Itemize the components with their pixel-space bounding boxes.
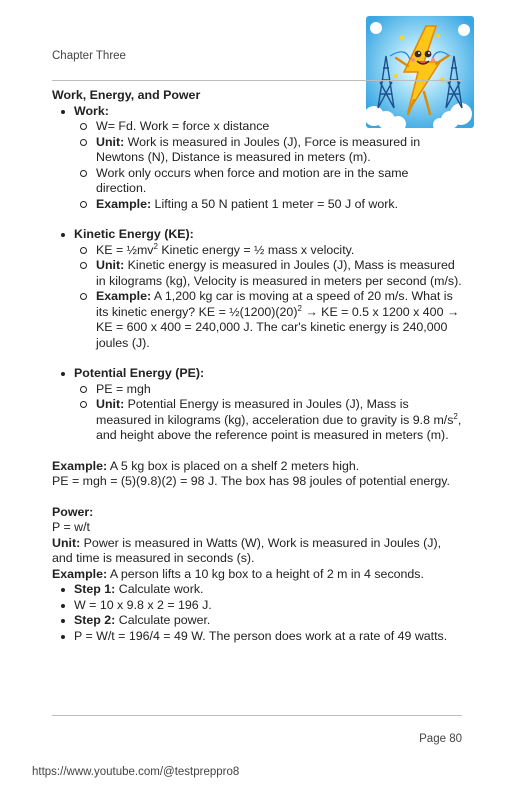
power-block	[52, 505, 462, 583]
ke-unit: Unit: Kinetic energy is measured in Joules (J), Mass is measured in kilograms (kg), Velocity is measured in meters per second (m/s).	[74, 258, 462, 289]
ke-item	[52, 227, 462, 351]
pe-item	[52, 366, 462, 444]
ke-formula: KE = $\frac{1}{2}mv^2$ Kinetic energy = ½ mass x velocity.	[74, 243, 462, 259]
power-steps	[52, 582, 462, 644]
work-formula: W= Fd. Work = force x distance	[74, 119, 462, 135]
ke-heading: Kinetic Energy (KE):	[74, 227, 194, 241]
pe-example: Example: A 5 kg box is placed on a shelf 2 meters high. PE = mgh = (5)(9.8)(2) = 98 J. The box has 98 joules of potential energy.	[52, 458, 450, 488]
footer-divider	[52, 715, 462, 716]
work-example: Example: Lifting a 50 N patient 1 meter = 50 J of work.	[74, 197, 462, 213]
work-list	[52, 104, 462, 213]
header-divider	[52, 80, 462, 81]
page-body	[52, 88, 462, 644]
pe-formula: PE = mgh	[74, 382, 462, 398]
power-example: Example: A person lifts a 10 kg box to a height of 2 m in 4 seconds.	[52, 566, 424, 581]
work-item	[52, 104, 462, 213]
page-number: Page 80	[419, 733, 462, 745]
step-2: Step 2: Calculate power.	[52, 613, 462, 629]
work-unit: Unit: Work is measured in Joules (J), Force is measured in Newtons (N), Distance is measured in meters (m).	[74, 135, 462, 166]
pe-heading: Potential Energy (PE):	[74, 366, 205, 380]
work-heading: Work:	[74, 103, 109, 118]
power-heading: Power:	[52, 504, 94, 519]
power-unit: Unit: Power is measured in Watts (W), Work is measured in Joules (J), and time is measured in seconds (s).	[52, 535, 442, 565]
step-1: Step 1: Calculate work.	[52, 582, 462, 598]
footer-url: https://www.youtube.com/@testpreppro8	[32, 766, 240, 778]
step-2-calc: P = W/t = 196/4 = 49 W. The person does work at a rate of 49 watts.	[52, 629, 462, 645]
pe-unit: Unit: Potential Energy is measured in Joules (J), Mass is measured in kilograms (kg), acceleration due to gravity is 9.8 $m/s^2$, and height above the reference point is measured in meters (m).	[74, 397, 462, 444]
power-formula: P = w/t	[52, 520, 90, 534]
ke-example: Example: A 1,200 kg car is moving at a speed of 20 m/s. What is its kinetic energy? KE = $\frac{1}{2}(1200)(20)^2$ → KE = 0.5 x 1200 x 400 → KE = 600 x 400 = 240,000 J. The car's kinetic energy is 240,000 joules (J).	[74, 289, 462, 351]
step-1-calc: W = 10 x 9.8 x 2 = 196 J.	[52, 598, 462, 614]
work-note: Work only occurs when force and motion are in the same direction.	[74, 166, 462, 197]
pe-list	[52, 366, 462, 444]
section-title: Work, Energy, and Power	[52, 88, 201, 102]
ke-list	[52, 227, 462, 351]
chapter-title: Chapter Three	[52, 50, 126, 62]
